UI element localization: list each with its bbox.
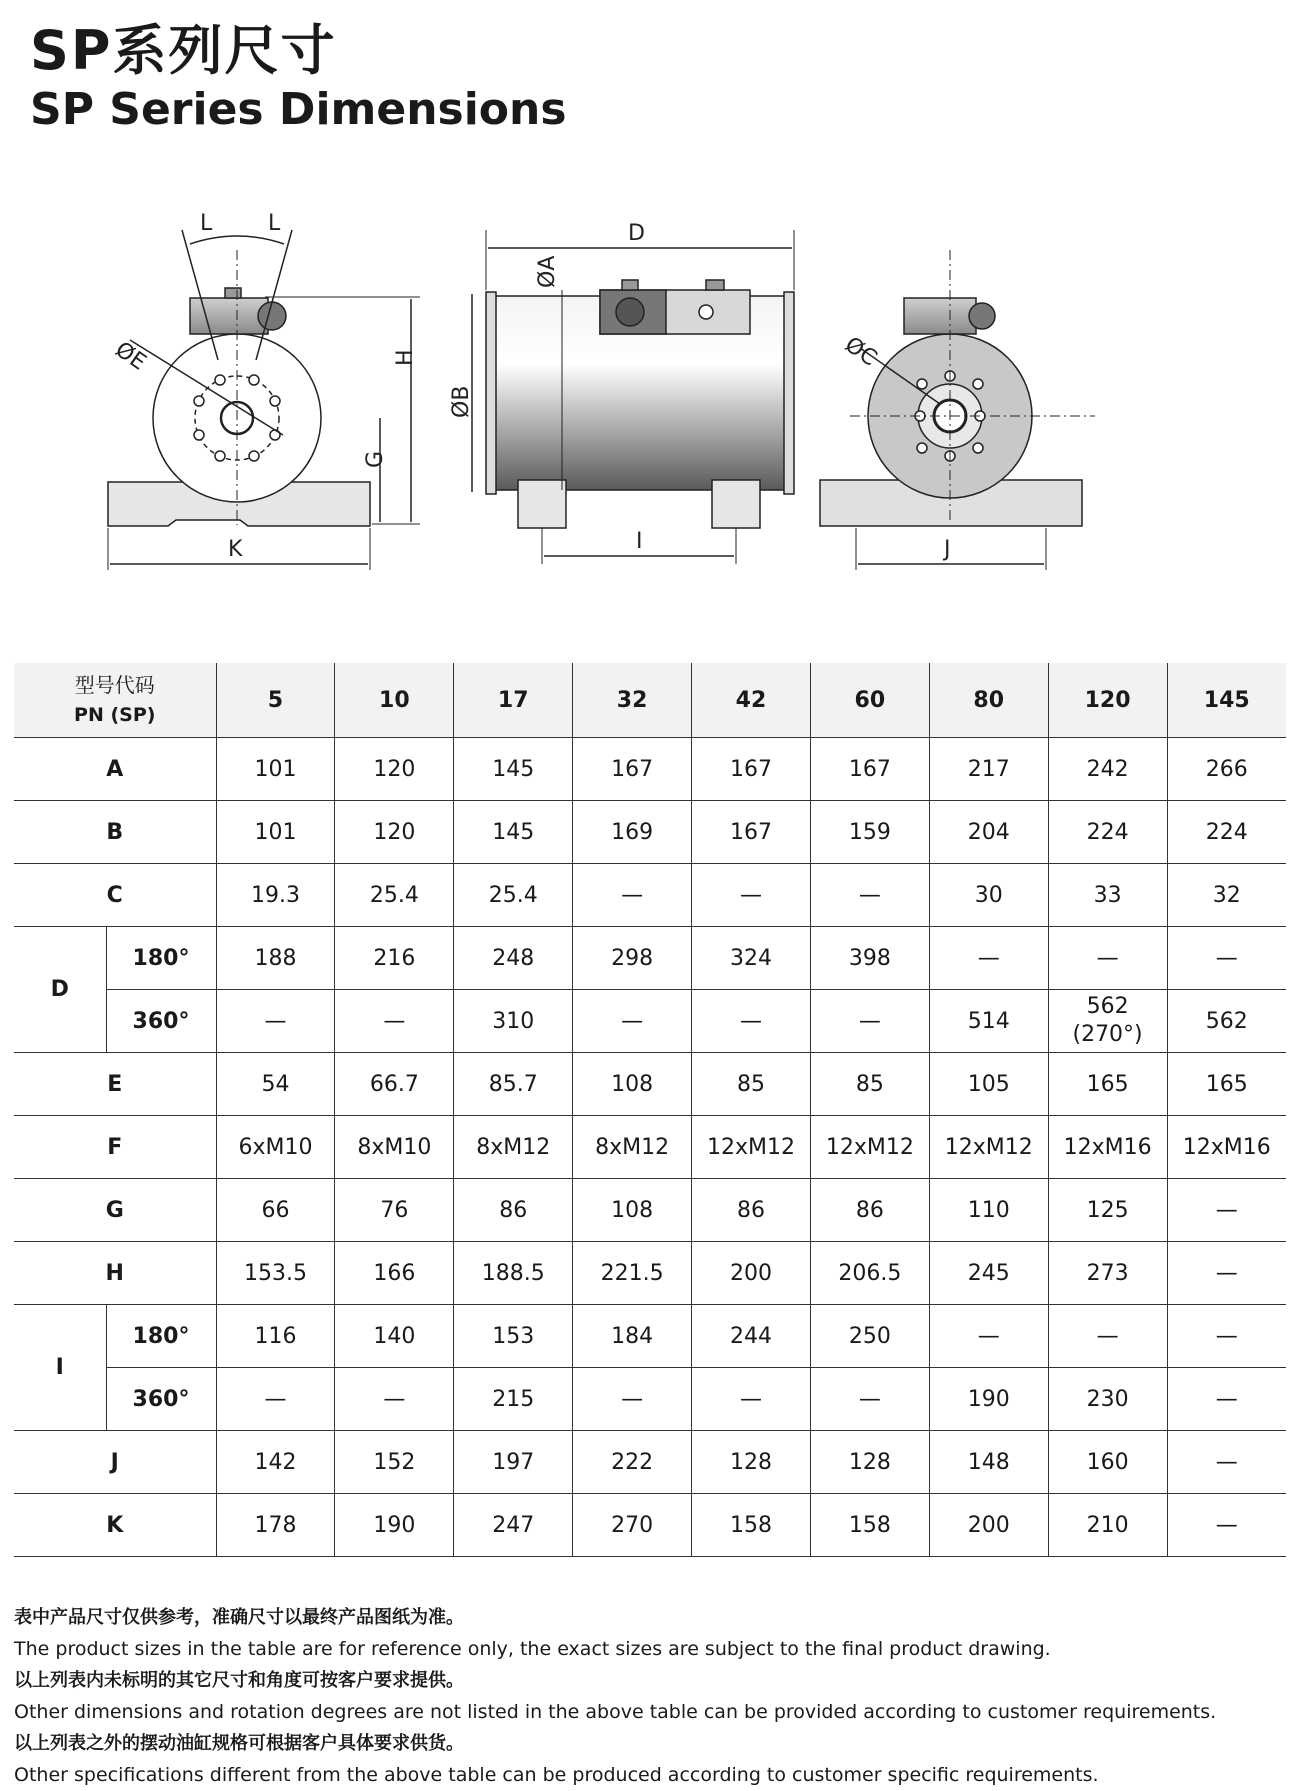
table-cell: 30 [929, 864, 1048, 927]
table-cell: 108 [573, 1179, 692, 1242]
label-J: J [942, 537, 951, 562]
table-cell: 108 [573, 1053, 692, 1116]
row-label: H [14, 1242, 216, 1305]
table-cell: 33 [1048, 864, 1167, 927]
table-cell: 197 [454, 1431, 573, 1494]
table-cell: — [810, 990, 929, 1053]
label-A: ØA [535, 256, 560, 288]
table-cell: 310 [454, 990, 573, 1053]
table-cell: 12xM12 [929, 1116, 1048, 1179]
table-cell: — [1167, 1431, 1286, 1494]
table-cell: 222 [573, 1431, 692, 1494]
table-cell: 224 [1048, 801, 1167, 864]
table-cell: — [335, 990, 454, 1053]
table-header-row [14, 663, 1286, 738]
table-cell: 148 [929, 1431, 1048, 1494]
table-cell: 562 [1167, 990, 1286, 1053]
table-cell: 8xM12 [573, 1116, 692, 1179]
table-row-D-180 [14, 927, 1286, 990]
table-cell [1048, 990, 1167, 1053]
table-cell: 158 [810, 1494, 929, 1557]
dimensions-table [14, 663, 1286, 1557]
table-cell: 167 [810, 738, 929, 801]
footnotes [14, 1602, 1216, 1791]
label-I: I [636, 529, 643, 554]
table-cell: — [573, 990, 692, 1053]
table-cell: 25.4 [454, 864, 573, 927]
table-cell: 184 [573, 1305, 692, 1368]
table-cell: 54 [216, 1053, 335, 1116]
cell-note: (270°) [1049, 1021, 1167, 1049]
table-row-D-360 [14, 990, 1286, 1053]
label-K: K [228, 537, 243, 562]
table-cell: 398 [810, 927, 929, 990]
table-cell: 247 [454, 1494, 573, 1557]
table-cell: 224 [1167, 801, 1286, 864]
table-cell: — [216, 990, 335, 1053]
table-cell: 217 [929, 738, 1048, 801]
page-title-cn: SP系列尺寸 [30, 8, 336, 85]
table-cell: 66 [216, 1179, 335, 1242]
table-cell: 85.7 [454, 1053, 573, 1116]
label-C: ØC [840, 332, 881, 371]
table-cell: 167 [692, 801, 811, 864]
table-cell: — [573, 1368, 692, 1431]
table-cell: — [1167, 1305, 1286, 1368]
table-cell: 190 [929, 1368, 1048, 1431]
row-label: J [14, 1431, 216, 1494]
right-view [820, 250, 1095, 570]
table-cell: 110 [929, 1179, 1048, 1242]
label-B: ØB [449, 386, 474, 418]
table-cell: 116 [216, 1305, 335, 1368]
table-cell: 215 [454, 1368, 573, 1431]
table-cell: — [810, 1368, 929, 1431]
table-cell: 12xM12 [810, 1116, 929, 1179]
table-cell: 178 [216, 1494, 335, 1557]
table-cell: 266 [1167, 738, 1286, 801]
table-cell: 76 [335, 1179, 454, 1242]
table-cell: — [929, 927, 1048, 990]
table-cell: — [573, 864, 692, 927]
dimension-drawings [0, 190, 1304, 590]
row-sublabel: 360° [106, 1368, 216, 1431]
table-cell: 188 [216, 927, 335, 990]
table-cell: — [929, 1305, 1048, 1368]
table-row-I-180 [14, 1305, 1286, 1368]
table-cell: 152 [335, 1431, 454, 1494]
row-label: B [14, 801, 216, 864]
model-header: 42 [692, 663, 811, 738]
note-cn: 以上列表内未标明的其它尺寸和角度可按客户要求提供。 [14, 1665, 1216, 1697]
table-cell: 19.3 [216, 864, 335, 927]
table-cell: — [1167, 927, 1286, 990]
table-cell: 153 [454, 1305, 573, 1368]
table-cell: — [216, 1368, 335, 1431]
table-cell: 250 [810, 1305, 929, 1368]
table-cell: 105 [929, 1053, 1048, 1116]
table-row-H [14, 1242, 1286, 1305]
table-cell: 12xM16 [1048, 1116, 1167, 1179]
table-cell: 86 [810, 1179, 929, 1242]
table-cell: 514 [929, 990, 1048, 1053]
table-cell: — [1048, 927, 1167, 990]
table-cell: 188.5 [454, 1242, 573, 1305]
table-cell: 8xM12 [454, 1116, 573, 1179]
table-cell: 160 [1048, 1431, 1167, 1494]
table-cell: — [692, 1368, 811, 1431]
row-sublabel: 180° [106, 927, 216, 990]
table-cell: 6xM10 [216, 1116, 335, 1179]
table-cell: — [1167, 1368, 1286, 1431]
table-cell: 244 [692, 1305, 811, 1368]
table-row-K [14, 1494, 1286, 1557]
label-L1: L [200, 211, 213, 236]
label-E: ØE [110, 337, 150, 375]
note-en: Other dimensions and rotation degrees are not listed in the above table can be provided according to customer requirements. [14, 1697, 1216, 1729]
row-label: I [14, 1305, 106, 1431]
table-cell: 142 [216, 1431, 335, 1494]
table-cell: 25.4 [335, 864, 454, 927]
table-cell: 167 [573, 738, 692, 801]
table-cell: 101 [216, 738, 335, 801]
table-cell: 190 [335, 1494, 454, 1557]
table-cell: 242 [1048, 738, 1167, 801]
table-cell: — [335, 1368, 454, 1431]
table-row-G [14, 1179, 1286, 1242]
row-label: G [14, 1179, 216, 1242]
table-cell: 128 [692, 1431, 811, 1494]
table-cell: 86 [454, 1179, 573, 1242]
table-cell: 32 [1167, 864, 1286, 927]
model-header: 32 [573, 663, 692, 738]
table-row-I-360 [14, 1368, 1286, 1431]
row-sublabel: 360° [106, 990, 216, 1053]
table-cell: — [692, 990, 811, 1053]
table-cell: 158 [692, 1494, 811, 1557]
table-cell: — [810, 864, 929, 927]
table-cell: 248 [454, 927, 573, 990]
table-cell: 245 [929, 1242, 1048, 1305]
pn-header: 型号代码 PN (SP) [14, 663, 216, 738]
note-cn: 以上列表之外的摆动油缸规格可根据客户具体要求供货。 [14, 1728, 1216, 1760]
table-cell: 12xM12 [692, 1116, 811, 1179]
row-label: D [14, 927, 106, 1053]
table-cell: 166 [335, 1242, 454, 1305]
table-cell: 145 [454, 801, 573, 864]
table-cell: 85 [692, 1053, 811, 1116]
table-cell: 324 [692, 927, 811, 990]
middle-view [449, 221, 794, 564]
model-header: 10 [335, 663, 454, 738]
table-cell: 153.5 [216, 1242, 335, 1305]
table-cell: 12xM16 [1167, 1116, 1286, 1179]
table-cell: 270 [573, 1494, 692, 1557]
table-cell: 221.5 [573, 1242, 692, 1305]
table-row-F [14, 1116, 1286, 1179]
table-cell: 169 [573, 801, 692, 864]
table-cell: — [1167, 1494, 1286, 1557]
page-title-en: SP Series Dimensions [30, 84, 567, 135]
table-cell: 101 [216, 801, 335, 864]
model-header: 145 [1167, 663, 1286, 738]
table-cell: 230 [1048, 1368, 1167, 1431]
table-cell: 85 [810, 1053, 929, 1116]
table-row-E [14, 1053, 1286, 1116]
table-row-A [14, 738, 1286, 801]
table-cell: 167 [692, 738, 811, 801]
note-en: Other specifications different from the above table can be produced according to customer specific requirements. [14, 1760, 1216, 1791]
table-row-B [14, 801, 1286, 864]
row-label: C [14, 864, 216, 927]
model-header: 60 [810, 663, 929, 738]
note-cn: 表中产品尺寸仅供参考，准确尺寸以最终产品图纸为准。 [14, 1602, 1216, 1634]
model-header: 120 [1048, 663, 1167, 738]
table-cell: 200 [929, 1494, 1048, 1557]
table-cell: — [1048, 1305, 1167, 1368]
model-header: 5 [216, 663, 335, 738]
label-H: H [393, 349, 418, 366]
left-view [108, 211, 420, 570]
table-row-C [14, 864, 1286, 927]
table-cell: 200 [692, 1242, 811, 1305]
table-cell: 140 [335, 1305, 454, 1368]
cell-value: 562 [1049, 993, 1167, 1021]
table-cell: 206.5 [810, 1242, 929, 1305]
table-cell: — [692, 864, 811, 927]
table-cell: 120 [335, 801, 454, 864]
table-cell: 8xM10 [335, 1116, 454, 1179]
table-cell: 86 [692, 1179, 811, 1242]
table-cell: 159 [810, 801, 929, 864]
row-label: E [14, 1053, 216, 1116]
table-cell: 204 [929, 801, 1048, 864]
model-header: 80 [929, 663, 1048, 738]
label-L2: L [268, 211, 281, 236]
table-cell: 216 [335, 927, 454, 990]
row-label: F [14, 1116, 216, 1179]
table-cell: 128 [810, 1431, 929, 1494]
table-cell: 66.7 [335, 1053, 454, 1116]
table-cell: 273 [1048, 1242, 1167, 1305]
table-cell: 210 [1048, 1494, 1167, 1557]
note-en: The product sizes in the table are for reference only, the exact sizes are subject to the final product drawing. [14, 1634, 1216, 1666]
table-cell: 165 [1048, 1053, 1167, 1116]
row-sublabel: 180° [106, 1305, 216, 1368]
table-cell: — [1167, 1242, 1286, 1305]
row-label: K [14, 1494, 216, 1557]
table-cell: 298 [573, 927, 692, 990]
table-cell: 125 [1048, 1179, 1167, 1242]
table-cell: 120 [335, 738, 454, 801]
label-D: D [628, 221, 645, 246]
table-cell: — [1167, 1179, 1286, 1242]
model-header: 17 [454, 663, 573, 738]
table-cell: 145 [454, 738, 573, 801]
table-row-J [14, 1431, 1286, 1494]
table-cell: 165 [1167, 1053, 1286, 1116]
label-G: G [363, 451, 388, 468]
row-label: A [14, 738, 216, 801]
